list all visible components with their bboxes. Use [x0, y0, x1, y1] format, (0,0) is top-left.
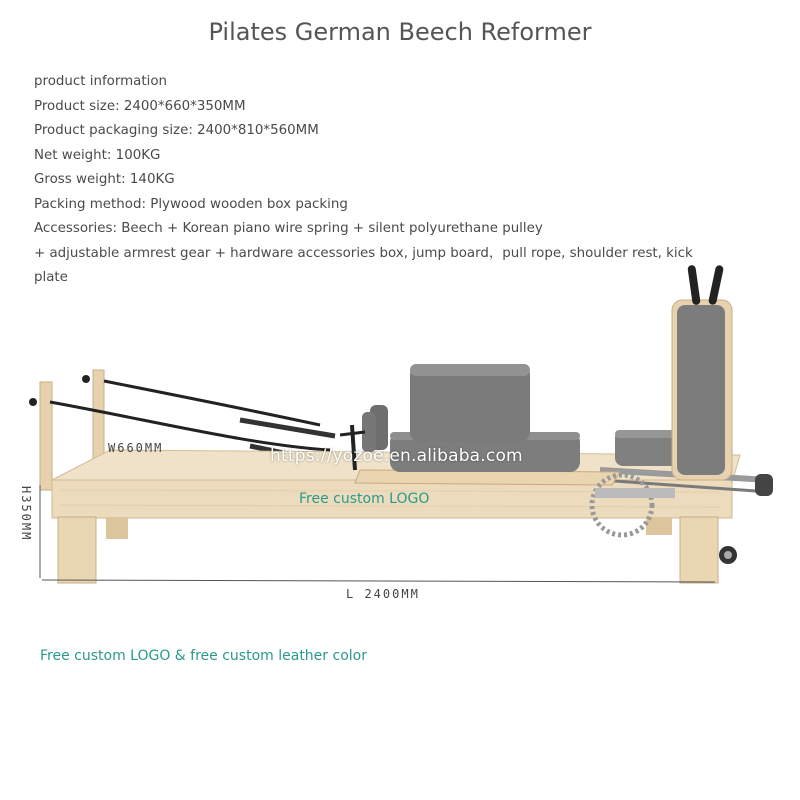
info-accessories-1: Accessories: Beech + Korean piano wire spring + silent polyurethane pulley: [34, 221, 543, 236]
info-packing-method: Packing method: Plywood wooden box packing: [34, 196, 348, 212]
info-net-weight: Net weight: 100KG: [34, 147, 161, 163]
footer-note: Free custom LOGO & free custom leather color: [40, 648, 367, 664]
info-packaging-size: Product packaging size: 2400*810*560MM: [34, 123, 319, 138]
reformer-illustration: [0, 250, 800, 610]
info-heading: product information: [34, 74, 168, 89]
info-accessories-2: + adjustable armrest gear + hardware accessories box, jump board，pull rope, shoulder rest, kick: [34, 245, 693, 261]
info-size: Product size: 2400*660*350MM: [34, 98, 246, 114]
length-dimension-label: L 2400MM: [346, 587, 420, 601]
width-dimension-label: W660MM: [108, 441, 164, 455]
info-accessories-3: plate: [34, 270, 68, 285]
height-dimension-text: H350MM: [19, 486, 33, 542]
info-gross-weight: Gross weight: 140KG: [34, 172, 175, 187]
page-title: Pilates German Beech Reformer: [208, 18, 592, 46]
watermark-url: https://yozoe.en.alibaba.com: [270, 446, 523, 466]
logo-label: Free custom LOGO: [299, 491, 430, 507]
height-dimension-label: [11, 486, 41, 578]
